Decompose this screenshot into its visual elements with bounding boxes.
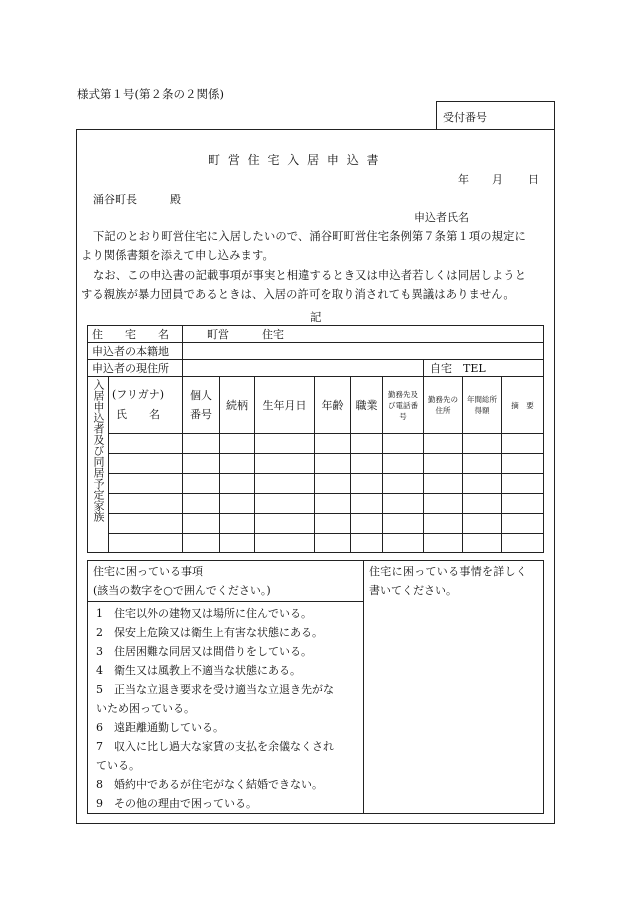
family-cell[interactable] <box>109 534 183 553</box>
family-cell[interactable] <box>109 494 183 514</box>
name-label: 氏 名 <box>116 408 160 421</box>
family-cell[interactable] <box>502 454 544 474</box>
family-cell[interactable] <box>315 514 351 534</box>
family-cell[interactable] <box>315 474 351 494</box>
family-cell[interactable] <box>255 514 315 534</box>
occupation-header: 職業 <box>351 377 383 434</box>
family-cell[interactable] <box>315 434 351 454</box>
family-cell[interactable] <box>220 454 255 474</box>
family-cell[interactable] <box>424 494 463 514</box>
family-cell[interactable] <box>255 474 315 494</box>
home-tel[interactable]: 自宅 TEL <box>424 360 544 377</box>
family-cell[interactable] <box>183 474 220 494</box>
reason-item-5[interactable]: 5 正当な立退き要求を受け適当な立退き先がな <box>96 683 334 696</box>
applicant-table <box>87 325 544 553</box>
workplace-address-label: 勤務先の住所 <box>428 395 458 415</box>
family-cell[interactable] <box>383 454 424 474</box>
family-cell[interactable] <box>351 474 383 494</box>
family-cell[interactable] <box>424 534 463 553</box>
receipt-number-label: 受付番号 <box>443 111 487 124</box>
family-cell[interactable] <box>220 474 255 494</box>
family-cell[interactable] <box>502 514 544 534</box>
family-cell[interactable] <box>424 514 463 534</box>
birth-date-header: 生年月日 <box>255 377 315 434</box>
paragraph-1-line-1: 下記のとおり町営住宅に入居したいので、涌谷町町営住宅条例第７条第１項の規定に <box>93 230 526 243</box>
family-cell[interactable] <box>220 514 255 534</box>
reason-item-7-cont: ている。 <box>96 759 140 772</box>
remarks-header: 摘 要 <box>502 377 544 434</box>
receipt-number-box[interactable] <box>436 101 555 130</box>
furigana-name-header <box>109 377 183 434</box>
addressee: 涌谷町長 殿 <box>93 193 181 206</box>
trouble-detail-header-line-2: 書いてください。 <box>369 584 457 597</box>
family-cell[interactable] <box>463 514 502 534</box>
trouble-detail-header-line-1: 住宅に困っている事情を詳しく <box>369 565 528 578</box>
family-row <box>88 474 544 494</box>
form-title: 町 営 住 宅 入 居 申 込 書 <box>208 153 381 167</box>
family-row <box>88 434 544 454</box>
family-cell[interactable] <box>315 534 351 553</box>
family-cell[interactable] <box>109 434 183 454</box>
family-cell[interactable] <box>183 434 220 454</box>
family-cell[interactable] <box>383 494 424 514</box>
workplace-tel-header <box>383 377 424 434</box>
family-cell[interactable] <box>220 534 255 553</box>
trouble-header-line-1: 住宅に困っている事項 <box>93 565 203 578</box>
workplace-tel-label: 勤務先及び電話番号 <box>388 389 418 421</box>
family-cell[interactable] <box>351 434 383 454</box>
paragraph-2-line-1: なお、この申込書の記載事項が事実と相違するとき又は申込者若しくは同居しようと <box>93 269 527 282</box>
family-cell[interactable] <box>351 514 383 534</box>
paragraph-2-line-2: する親族が暴力団員であるときは、入居の許可を取り消されても異議はありません。 <box>81 288 515 301</box>
reason-item-1[interactable]: 1 住宅以外の建物又は場所に住んでいる。 <box>96 607 312 620</box>
family-cell[interactable] <box>255 434 315 454</box>
personal-number-header <box>183 377 220 434</box>
family-cell[interactable] <box>183 534 220 553</box>
reason-item-3[interactable]: 3 住居困難な同居又は間借りをしている。 <box>96 645 312 658</box>
reason-item-4[interactable]: 4 衛生又は風教上不適当な状態にある。 <box>96 664 301 677</box>
family-row <box>88 514 544 534</box>
family-row <box>88 494 544 514</box>
housing-name-value[interactable] <box>183 326 544 343</box>
family-cell[interactable] <box>502 434 544 454</box>
family-cell[interactable] <box>183 454 220 474</box>
family-cell[interactable] <box>383 514 424 534</box>
reason-item-7[interactable]: 7 収入に比し過大な家賃の支払を余儀なくされ <box>96 740 334 753</box>
family-cell[interactable] <box>109 514 183 534</box>
family-cell[interactable] <box>315 454 351 474</box>
family-row <box>88 454 544 474</box>
trouble-reasons-list <box>88 602 364 814</box>
reason-item-6[interactable]: 6 遠距離通勤している。 <box>96 721 224 734</box>
family-cell[interactable] <box>383 534 424 553</box>
trouble-header-line-2: (該当の数字を○で囲んでください。) <box>93 584 271 597</box>
housing-name-label: 住 宅 名 <box>88 326 183 343</box>
date-day[interactable]: 日 <box>528 173 539 186</box>
family-cell[interactable] <box>463 454 502 474</box>
workplace-address-header <box>424 377 463 434</box>
family-cell[interactable] <box>220 494 255 514</box>
family-label-cell <box>88 377 109 553</box>
personal-number-label: 個人番号 <box>190 389 212 421</box>
family-cell[interactable] <box>502 534 544 553</box>
family-cell[interactable] <box>463 494 502 514</box>
family-cell[interactable] <box>109 454 183 474</box>
family-cell[interactable] <box>255 454 315 474</box>
address-value[interactable] <box>183 360 424 377</box>
reason-item-5-cont: いため困っている。 <box>96 702 195 715</box>
family-cell[interactable] <box>463 474 502 494</box>
trouble-detail-cell[interactable] <box>364 561 544 814</box>
paragraph-1-line-2: より関係書類を添えて申し込みます。 <box>81 249 274 262</box>
family-label: 入居申込者及び同居予定家族 <box>92 379 105 522</box>
date-year[interactable]: 年 <box>458 173 469 186</box>
family-cell[interactable] <box>383 434 424 454</box>
reason-item-2[interactable]: 2 保安上危険又は衛生上有害な状態にある。 <box>96 626 323 639</box>
applicant-name-label[interactable]: 申込者氏名 <box>414 211 469 224</box>
reason-item-9[interactable]: 9 その他の理由で困っている。 <box>96 797 257 810</box>
furigana-label: (フリガナ) <box>112 388 165 401</box>
relation-header: 続柄 <box>220 377 255 434</box>
family-cell[interactable] <box>463 434 502 454</box>
family-row <box>88 534 544 553</box>
family-cell[interactable] <box>351 534 383 553</box>
form-number: 様式第１号(第２条の２関係) <box>77 87 224 101</box>
reason-item-8[interactable]: 8 婚約中であるが住宅がなく結婚できない。 <box>96 778 323 791</box>
family-cell[interactable] <box>383 474 424 494</box>
family-cell[interactable] <box>424 474 463 494</box>
family-cell[interactable] <box>351 494 383 514</box>
housing-trouble-table <box>87 560 544 814</box>
family-cell[interactable] <box>502 474 544 494</box>
family-cell[interactable] <box>424 454 463 474</box>
family-cell[interactable] <box>183 494 220 514</box>
family-cell[interactable] <box>351 454 383 474</box>
ki-label: 記 <box>310 310 322 324</box>
family-cell[interactable] <box>255 494 315 514</box>
family-cell[interactable] <box>183 514 220 534</box>
family-cell[interactable] <box>502 494 544 514</box>
family-cell[interactable] <box>255 534 315 553</box>
age-header: 年齢 <box>315 377 351 434</box>
trouble-left-header <box>88 561 364 602</box>
date-month[interactable]: 月 <box>492 173 503 186</box>
family-cell[interactable] <box>463 534 502 553</box>
annual-income-header <box>463 377 502 434</box>
address-label: 申込者の現住所 <box>88 360 183 377</box>
annual-income-label: 年間総所得額 <box>467 395 497 415</box>
family-cell[interactable] <box>424 434 463 454</box>
family-cell[interactable] <box>220 434 255 454</box>
housing-name-text: 町営 住宅 <box>207 328 284 341</box>
domicile-label: 申込者の本籍地 <box>88 343 183 360</box>
family-cell[interactable] <box>109 474 183 494</box>
domicile-value[interactable] <box>183 343 544 360</box>
family-cell[interactable] <box>315 494 351 514</box>
